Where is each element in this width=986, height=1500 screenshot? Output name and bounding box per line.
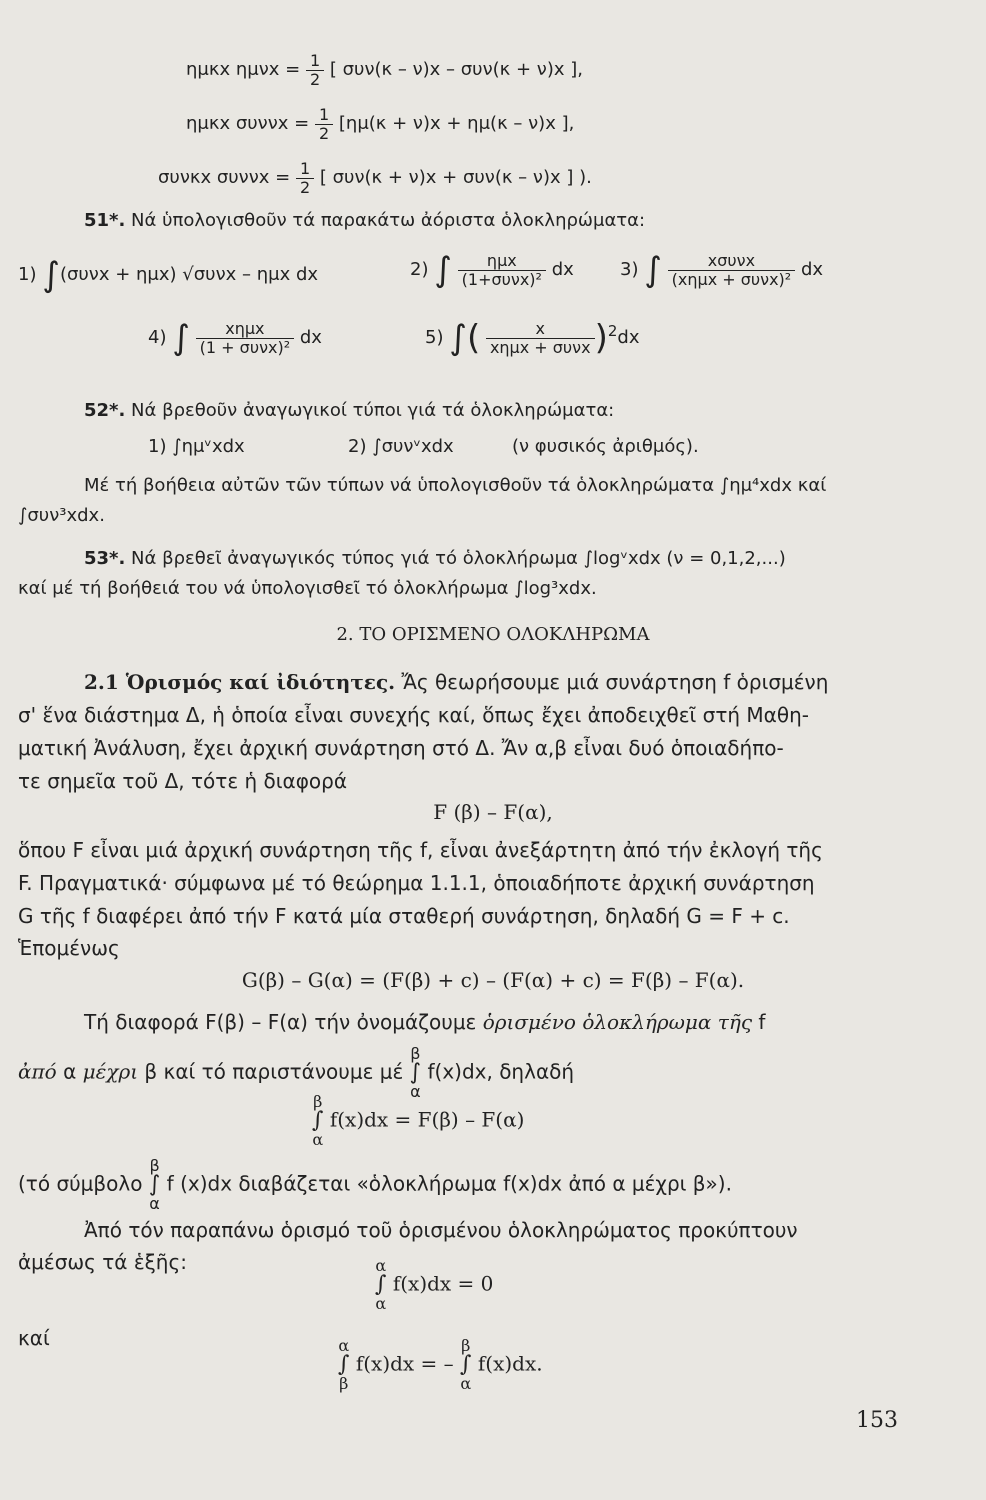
integral-4: 4) ∫ $\frac{\text{xημx}}{\text{(1 + συνx)²}}$ dx — [148, 318, 322, 358]
exercise-52-p2: ∫συν³xdx. — [18, 505, 105, 526]
equation-difference: F (β) – F(α), — [433, 800, 553, 824]
definition-line-12: Ἀπό τόν παραπάνω ὁρισμό τοῦ ὁρισμένου ὁλοκληρώματος προκύπτουν — [84, 1218, 798, 1242]
definition-line-6: F. Πραγματικά· σύμφωνα μέ τό θεώρημα 1.1.1, ὁποιαδήποτε ἀρχική συνάρτηση — [18, 871, 815, 895]
equation-g-difference: G(β) – G(α) = (F(β) + c) – (F(α) + c) = F(β) – F(α). — [241, 968, 745, 992]
definition-line-1: 2.1 Ὁρισμός καί ἰδιότητες. Ἄς θεωρήσουμε μιά συνάρτηση f ὁρισμένη — [84, 670, 829, 694]
equation-reversed-limits: α ∫ β f(x)dx = – β ∫ α f(x)dx. — [338, 1336, 543, 1393]
definition-line-8: Ἑπομένως — [18, 936, 120, 960]
section-title: 2. ΤΟ ΟΡΙΣΜΕΝΟ ΟΛΟΚΛΗΡΩΜΑ — [336, 624, 650, 645]
exercise-52-a: 1) ∫ημᵛxdx — [148, 436, 245, 457]
definition-line-10: ἀπό α μέχρι β καί τό παριστάνουμε μέ β ∫ α f(x)dx, δηλαδή — [18, 1044, 575, 1101]
equation-definite-integral: β ∫ α f(x)dx = F(β) – F(α) — [312, 1092, 525, 1149]
conjunction-kai: καί — [18, 1326, 50, 1350]
exercise-53-line2: καί μέ τή βοήθειά του νά ὑπολογισθεῖ τό ὁλοκλήρωμα ∫log³xdx. — [18, 578, 597, 599]
definition-line-7: G τῆς f διαφέρει ἀπό τήν F κατά μία σταθερή συνάρτηση, δηλαδή G = F + c. — [18, 904, 790, 928]
identity-line-3: συνκx συννx = $\frac{1}{2}$ [ συν(κ + ν)x + συν(κ – ν)x ] ). — [158, 159, 592, 197]
exercise-53: 53*. Νά βρεθεῖ ἀναγωγικός τύπος γιά τό ὁλοκλήρωμα ∫logᵛxdx (ν = 0,1,2,...) — [84, 548, 786, 569]
definition-line-9: Τή διαφορά F(β) – F(α) τήν ὀνομάζουμε ὁρισμένο ὁλοκλήρωμα τῆς f — [84, 1010, 766, 1034]
identity-line-1: ημκx ημνx = $\frac{1}{2}$ [ συν(κ – ν)x – συν(κ + ν)x ], — [186, 51, 583, 89]
definition-line-13: ἀμέσως τά ἑξῆς: — [18, 1250, 187, 1274]
definition-line-5: ὅπου F εἶναι μιά ἀρχική συνάρτηση τῆς f, εἶναι ἀνεξάρτητη ἀπό τήν ἐκλογή τῆς — [18, 838, 823, 862]
page-number: 153 — [856, 1408, 898, 1433]
integral-3: 3) ∫ $\frac{\text{xσυνx}}{\text{(xημx + συνx)²}}$ dx — [620, 250, 824, 290]
definition-line-3: ματική Ἀνάλυση, ἔχει ἀρχική συνάρτηση στό Δ. Ἄν α,β εἶναι δυό ὁποιαδήπο- — [18, 736, 784, 760]
exercise-52: 52*. Νά βρεθοῦν ἀναγωγικοί τύποι γιά τά ὁλοκληρώματα: — [84, 400, 615, 421]
exercise-51: 51*. Νά ὑπολογισθοῦν τά παρακάτω ἀόριστα ὁλοκληρώματα: — [84, 210, 646, 231]
integral-5: 5) ∫( $\frac{x}{\text{xημx + συνx}}$ )$^2$dx — [425, 318, 640, 358]
equation-zero-interval: α ∫ α f(x)dx = 0 — [375, 1256, 494, 1313]
identity-line-2: ημκx συννx = $\frac{1}{2}$ [ημ(κ + ν)x + ημ(κ – ν)x ], — [186, 105, 575, 143]
definition-line-4: τε σημεῖα τοῦ Δ, τότε ἡ διαφορά — [18, 769, 348, 793]
exercise-52-b: 2) ∫συνᵛxdx — [348, 436, 454, 457]
definition-line-11: (τό σύμβολο β ∫ α f (x)dx διαβάζεται «ὁλοκλήρωμα f(x)dx ἀπό α μέχρι β»). — [18, 1156, 732, 1213]
definition-line-2: σ' ἕνα διάστημα Δ, ἡ ὁποία εἶναι συνεχής καί, ὅπως ἔχει ἀποδειχθεῖ στή Μαθη- — [18, 703, 809, 727]
integral-1: 1) ∫(συνx + ημx) √συνx – ημx dx — [18, 255, 319, 295]
exercise-52-note: (ν φυσικός ἀριθμός). — [512, 436, 699, 457]
exercise-52-p1: Μέ τή βοήθεια αὐτῶν τῶν τύπων νά ὑπολογισθοῦν τά ὁλοκληρώματα ∫ημ⁴xdx καί — [84, 475, 827, 496]
integral-2: 2) ∫ $\frac{\text{ημx}}{\text{(1+συνx)²}}$ dx — [410, 250, 574, 290]
